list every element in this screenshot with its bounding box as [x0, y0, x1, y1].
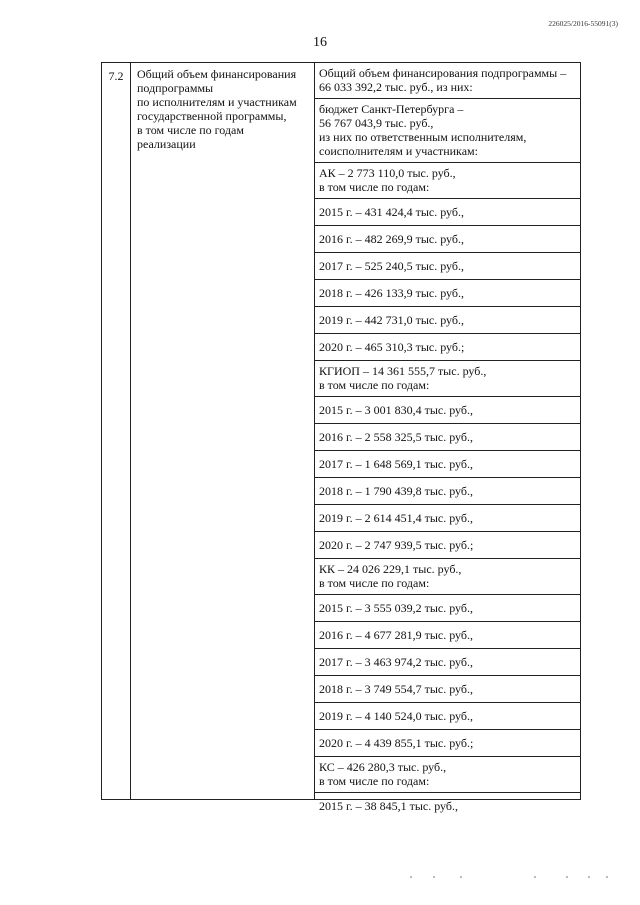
financing-entry [315, 226, 580, 253]
financing-table [101, 62, 581, 813]
financing-entry [315, 478, 580, 505]
financing-entry-line: КГИОП – 14 361 555,7 тыс. руб., [319, 364, 487, 378]
financing-entry-line: бюджет Санкт-Петербурга – [319, 102, 464, 116]
financing-entry-line: 2016 г. – 4 677 281,9 тыс. руб., [319, 628, 473, 642]
financing-entry [315, 199, 580, 226]
financing-entry [315, 397, 580, 424]
financing-entry-line: 2015 г. – 3 555 039,2 тыс. руб., [319, 601, 473, 615]
financing-entry-line: 66 033 392,2 тыс. руб., из них: [319, 80, 473, 94]
financing-entry-line: из них по ответственным исполнителям, [319, 130, 527, 144]
financing-entry [315, 424, 580, 451]
financing-entry-line: 2020 г. – 4 439 855,1 тыс. руб.; [319, 736, 474, 750]
financing-entry-line: 2018 г. – 426 133,9 тыс. руб., [319, 286, 464, 300]
financing-entry [315, 253, 580, 280]
financing-entry-line: 2016 г. – 482 269,9 тыс. руб., [319, 232, 464, 246]
financing-entry [315, 280, 580, 307]
financing-entry [315, 505, 580, 532]
financing-entry-line: в том числе по годам: [319, 180, 430, 194]
financing-entry [315, 649, 580, 676]
financing-entry-line: в том числе по годам: [319, 576, 430, 590]
financing-entry [315, 757, 580, 793]
column-divider [130, 63, 131, 799]
page-number: 16 [313, 35, 327, 50]
financing-entry-line: соисполнителям и участникам: [319, 144, 478, 158]
financing-entry-line: 2020 г. – 465 310,3 тыс. руб.; [319, 340, 465, 354]
financing-entry [315, 622, 580, 649]
financing-entry-line: 56 767 043,9 тыс. руб., [319, 116, 434, 130]
financing-entry [315, 532, 580, 559]
financing-entry [315, 730, 580, 757]
scan-artifacts [0, 876, 640, 882]
financing-entry [315, 559, 580, 595]
document-code: 226025/2016-55091(3) [548, 19, 618, 28]
financing-entry-line: 2019 г. – 4 140 524,0 тыс. руб., [319, 709, 473, 723]
financing-entry-line: 2015 г. – 38 845,1 тыс. руб., [319, 799, 458, 813]
financing-entry-line: в том числе по годам: [319, 774, 430, 788]
financing-entry-line: КС – 426 280,3 тыс. руб., [319, 760, 447, 774]
financing-entry [315, 307, 580, 334]
financing-entry [315, 361, 580, 397]
financing-entry-line: 2020 г. – 2 747 939,5 тыс. руб.; [319, 538, 474, 552]
financing-entry [315, 676, 580, 703]
financing-entry-line: Общий объем финансирования подпрограммы – [319, 66, 567, 80]
financing-entry [315, 163, 580, 199]
financing-entry-line: КК – 24 026 229,1 тыс. руб., [319, 562, 462, 576]
financing-entry-line: 2017 г. – 1 648 569,1 тыс. руб., [319, 457, 473, 471]
financing-entry [315, 451, 580, 478]
financing-entry [315, 99, 580, 163]
financing-entry-line: 2015 г. – 3 001 830,4 тыс. руб., [319, 403, 473, 417]
financing-entry-line: 2016 г. – 2 558 325,5 тыс. руб., [319, 430, 473, 444]
row-number: 7.2 [108, 69, 124, 83]
financing-entry [315, 793, 580, 819]
financing-entry-line: 2018 г. – 1 790 439,8 тыс. руб., [319, 484, 473, 498]
row-label-line: реализации [137, 137, 196, 151]
financing-entry [315, 595, 580, 622]
financing-entry-line: 2015 г. – 431 424,4 тыс. руб., [319, 205, 464, 219]
financing-entry [315, 703, 580, 730]
row-label-line: в том числе по годам [137, 123, 244, 137]
financing-entry-line: АК – 2 773 110,0 тыс. руб., [319, 166, 456, 180]
financing-entry [315, 334, 580, 361]
financing-details [315, 63, 580, 819]
financing-entry-line: в том числе по годам: [319, 378, 430, 392]
financing-entry [315, 63, 580, 99]
row-label-line: Общий объем финансирования [137, 67, 297, 81]
row-label-line: подпрограммы [137, 81, 214, 95]
financing-entry-line: 2019 г. – 442 731,0 тыс. руб., [319, 313, 464, 327]
financing-entry-line: 2017 г. – 525 240,5 тыс. руб., [319, 259, 464, 273]
row-label-line: по исполнителям и участникам [137, 95, 297, 109]
financing-entry-line: 2017 г. – 3 463 974,2 тыс. руб., [319, 655, 473, 669]
row-label-line: государственной программы, [137, 109, 287, 123]
row-label [137, 67, 315, 151]
financing-entry-line: 2018 г. – 3 749 554,7 тыс. руб., [319, 682, 473, 696]
financing-entry-line: 2019 г. – 2 614 451,4 тыс. руб., [319, 511, 473, 525]
